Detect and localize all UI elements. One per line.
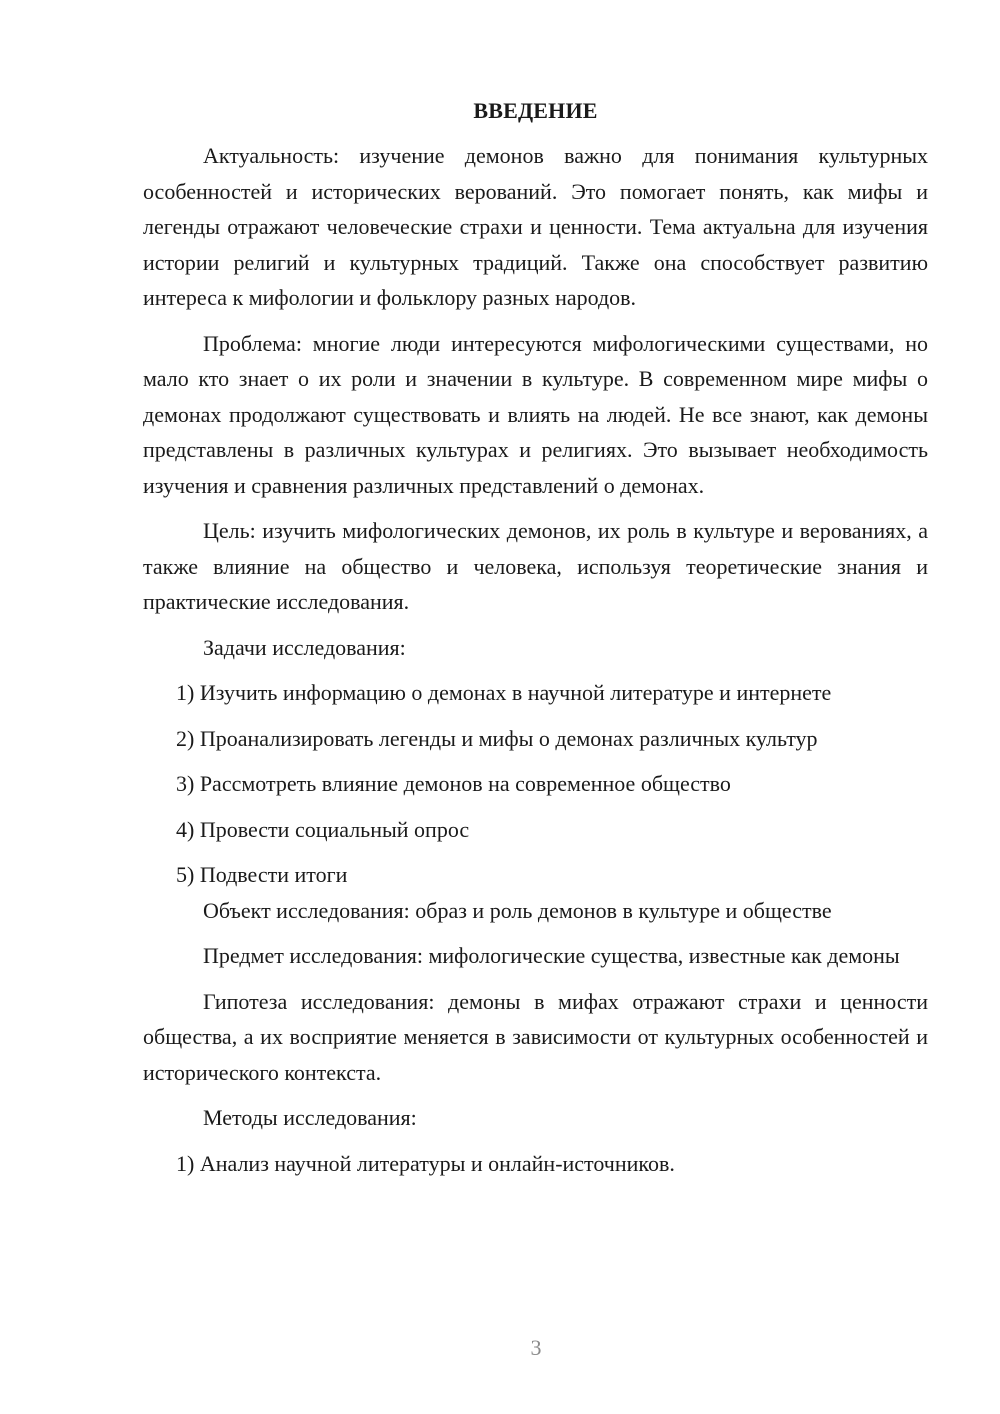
page-content — [143, 96, 928, 1191]
page-title: ВВЕДЕНИЕ — [473, 98, 598, 123]
problem-paragraph: Проблема: многие люди интересуются мифологическими существами, но мало кто знает о их роли и значении в культуре. В современном мире мифы о демонах продолжают существовать и влиять на людей. Не все знают, как демоны представлены в различных культурах и религиях. Это вызывает необходимость изучения и сравнения различных представлений о демонах. — [143, 330, 928, 498]
relevance-paragraph: Актуальность: изучение демонов важно для понимания культурных особенностей и исторических верований. Это помогает понять, как мифы и легенды отражают человеческие страхи и ценности. Тема актуальна для изучения истории религий и культурных традиций. Также она способствует развитию интереса к мифологии и фольклору разных народов. — [143, 143, 928, 310]
list-item: 5) Подвести итоги — [176, 862, 348, 887]
list-item: 1) Изучить информацию о демонах в научной литературе и интернете — [176, 680, 832, 705]
subject-paragraph: Предмет исследования: мифологические существа, известные как демоны — [203, 943, 900, 968]
list-item: 4) Провести социальный опрос — [176, 816, 470, 842]
goal-paragraph: Цель: изучить мифологических демонов, их роль в культуре и верованиях, а также влияние на общество и человека, используя теоретические знания и практические исследования. — [143, 518, 928, 614]
page-number: 3 — [530, 1335, 542, 1360]
tasks-list — [143, 675, 928, 893]
list-item: 3) Рассмотреть влияние демонов на современное общество — [176, 771, 731, 796]
list-item: 1) Анализ научной литературы и онлайн-источников. — [176, 1150, 675, 1176]
tasks-heading: Задачи исследования: — [203, 634, 406, 660]
hypothesis-paragraph: Гипотеза исследования: демоны в мифах отражают страхи и ценности общества, а их восприятие меняется в зависимости от культурных особенностей и исторического контекста. — [143, 988, 928, 1085]
object-paragraph: Объект исследования: образ и роль демонов в культуре и обществе — [203, 897, 832, 923]
list-item: 2) Проанализировать легенды и мифы о демонах различных культур — [176, 725, 818, 751]
methods-list — [143, 1146, 928, 1182]
methods-heading: Методы исследования: — [203, 1105, 417, 1130]
